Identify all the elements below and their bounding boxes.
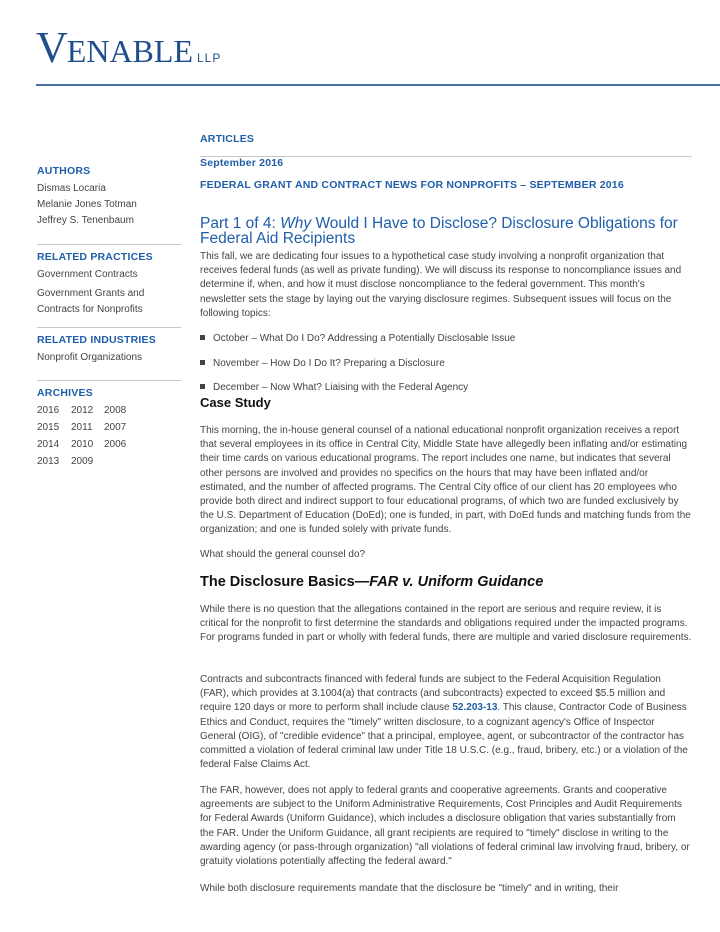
archive-year-link[interactable]: 2012 <box>71 405 94 416</box>
bullet-square-icon <box>200 384 205 389</box>
archive-year-link[interactable]: 2006 <box>104 439 127 450</box>
logo-initial: V <box>36 23 67 72</box>
title-emphasis: Why <box>280 215 312 232</box>
archive-year-link[interactable]: 2007 <box>104 422 127 433</box>
article-date: September 2016 <box>200 157 284 169</box>
newsletter-title: FEDERAL GRANT AND CONTRACT NEWS FOR NONPROFITS – SEPTEMBER 2016 <box>200 179 624 191</box>
topic-item: December – Now What? Liaising with the Federal Agency <box>200 382 692 393</box>
header-divider <box>36 84 720 86</box>
bullet-square-icon <box>200 335 205 340</box>
sidebar-divider <box>37 244 181 245</box>
bullet-square-icon <box>200 360 205 365</box>
archive-year-link[interactable]: 2008 <box>104 405 127 416</box>
archive-year-link[interactable]: 2015 <box>37 422 60 433</box>
case-study-paragraph: This morning, the in-house general counsel of a national educational nonprofit organization receives a report that several employees in its office in Central City, Middle State have allegedly been inflating and/or estimating their time cards on various educational programs. The report includes one name, but indicates that several other persons are involved and provides no specifics on the hours that may have been inflated and/or estimated, and the number of affected programs. The Central City office of our client has 20 employees who provide both direct and indirect support to four educational programs, of which two are funded exclusively by the U.S. Department of Education (DoEd); one is funded, in part, with DoEd funds and matching funds from the organization; and one is funded solely with private funds. <box>200 425 691 536</box>
basics-paragraph-1: While there is no question that the allegations contained in the report are serious and require review, it is critical for the nonprofit to first determine the standards and obligations required under the impacted programs. For programs funded in part or wholly with federal funds, there are multiple and varied disclosure requirements. <box>200 604 692 644</box>
basics-paragraph-2: Contracts and subcontracts financed with federal funds are subject to the Federal Acquisition Regulation (FAR), which provides at 3.1004(a) that contracts (and subcontracts) expected to exceed $5.5 million and require 120 days or more to perform shall include clause 52.203-13. This clause, Contractor Code of Business Ethics and Conduct, requires the "timely" written disclosure, to a cognizant agency's Office of Inspector General (OIG), of "credible evidence" that a principal, employee, agent, or subcontractor of the contractor has committed a violation of federal criminal law under Title 18 U.S.C. (e.g., fraud, bribery, etc.) or a violation of the federal False Claims Act. <box>200 674 688 771</box>
disclosure-basics-heading: The Disclosure Basics—FAR v. Uniform Guidance <box>200 574 544 590</box>
venable-logo[interactable] <box>36 23 222 72</box>
author-link[interactable]: Jeffrey S. Tenenbaum <box>37 215 134 226</box>
logo-llp: LLP <box>196 51 222 65</box>
archive-year-link[interactable]: 2014 <box>37 439 60 450</box>
far-clause-link[interactable]: 52.203-13 <box>452 702 498 714</box>
section-label: ARTICLES <box>200 133 255 145</box>
related-practices-heading: RELATED PRACTICES <box>37 251 153 263</box>
archives-heading: ARCHIVES <box>37 387 93 399</box>
main-divider <box>200 156 692 157</box>
authors-heading: AUTHORS <box>37 165 91 177</box>
industries-list <box>37 350 181 366</box>
case-study-heading: Case Study <box>200 395 271 410</box>
author-link[interactable]: Dismas Locaria <box>37 183 106 194</box>
title-rest: Would I Have to Disclose? Disclosure Obligations for Federal Aid Recipients <box>200 215 678 247</box>
practice-link[interactable]: Government Contracts <box>37 269 138 280</box>
archive-year-link[interactable]: 2016 <box>37 405 60 416</box>
practice-link[interactable]: Government Grants and Contracts for Nonprofits <box>37 288 145 315</box>
archive-year-link[interactable]: 2010 <box>71 439 94 450</box>
basics-paragraph-3: The FAR, however, does not apply to federal grants and cooperative agreements. Grants and cooperative agreements are subject to the Uniform Administrative Requirements, Cost Principles and Audit Requirements for Federal Awards (Uniform Guidance), which includes a disclosure obligation that varies substantially from the FAR. Under the Uniform Guidance, all grant recipients are required to "timely" disclose in writing to the awarding agency (or pass-through organization) "all violations of federal criminal law involving fraud, bribery, or gratuity violations potentially affecting the federal award." <box>200 785 690 868</box>
topic-item: November – How Do I Do It? Preparing a Disclosure <box>200 358 692 369</box>
logo-name: ENABLE <box>66 33 193 69</box>
basics-paragraph-4: While both disclosure requirements mandate that the disclosure be "timely" and in writing, their <box>200 883 619 894</box>
author-link[interactable]: Melanie Jones Totman <box>37 199 137 210</box>
authors-list <box>37 181 181 229</box>
case-study-question: What should the general counsel do? <box>200 549 366 560</box>
sidebar-divider <box>37 327 181 328</box>
title-prefix: Part 1 of 4: <box>200 215 281 232</box>
industry-link[interactable]: Nonprofit Organizations <box>37 352 143 363</box>
related-industries-heading: RELATED INDUSTRIES <box>37 334 156 346</box>
topic-item: October – What Do I Do? Addressing a Potentially Disclosable Issue <box>200 333 692 344</box>
article-title <box>200 216 692 246</box>
sidebar-divider <box>37 380 181 381</box>
archive-year-link[interactable]: 2013 <box>37 456 60 467</box>
practices-list <box>37 267 181 318</box>
intro-paragraph: This fall, we are dedicating four issues to a hypothetical case study involving a nonprofit organization that receives federal funds (as well as private funding). We will discuss its response to noncompliance issues and determine if, when, and how it must disclose noncompliance to the federal government. This month's newsletter sets the stage by laying out the varying disclosure regimes. Subsequent issues will focus on the following topics: <box>200 251 682 319</box>
archives-grid <box>37 402 181 470</box>
archive-year-link[interactable]: 2011 <box>71 422 93 433</box>
archive-year-link[interactable]: 2009 <box>71 456 94 467</box>
